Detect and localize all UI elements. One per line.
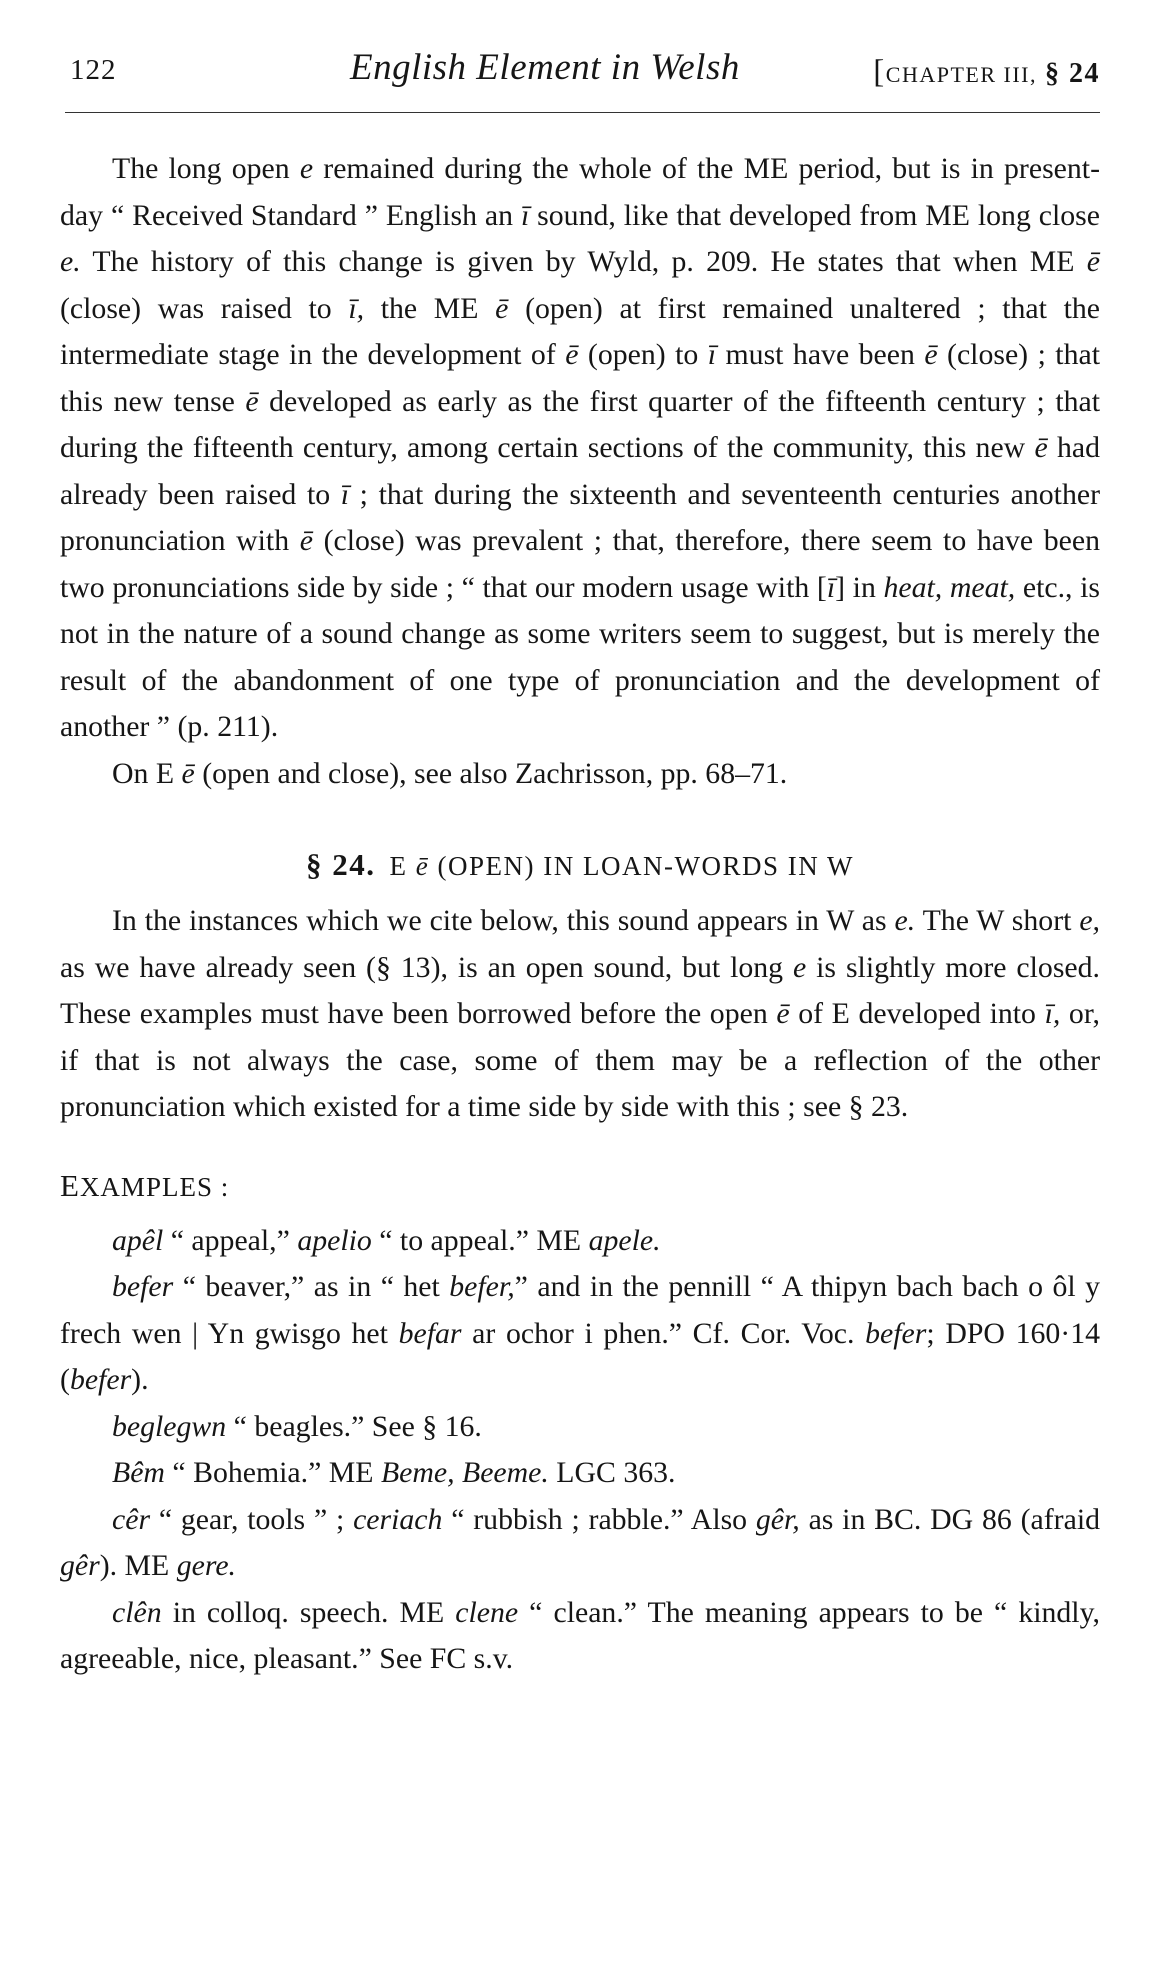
example-term: befer (112, 1270, 174, 1303)
chapter-bracket: [ (873, 54, 886, 90)
example-term: clene (455, 1595, 519, 1629)
chapter-label: CHAPTER III, (885, 62, 1037, 87)
example-term: ceriach (353, 1502, 443, 1536)
example-text: in colloq. speech. ME (161, 1595, 456, 1629)
example-text: LGC 363. (548, 1456, 676, 1489)
example-term: apelio (297, 1223, 372, 1257)
examples-list (60, 1218, 1100, 1683)
example-text: ). (131, 1363, 149, 1396)
example-text: “ Bohemia.” ME (164, 1456, 381, 1489)
example-term: befer (865, 1316, 927, 1350)
example-term: Beme, Beeme. (380, 1456, 549, 1489)
header-rule (65, 112, 1100, 113)
example-entry (60, 1264, 1100, 1404)
example-entry (60, 1218, 1100, 1265)
example-term: apêl (112, 1223, 164, 1257)
book-page (60, 0, 1100, 1683)
example-text: “ beaver,” as in “ het (173, 1270, 450, 1303)
example-term: befar (398, 1316, 462, 1350)
example-term: apele. (588, 1223, 661, 1257)
example-text: as in BC. DG 86 (afraid (799, 1502, 1100, 1536)
example-entry (60, 1404, 1100, 1451)
example-text: ar ochor i phen.” Cf. Cor. Voc. (461, 1316, 866, 1350)
example-term: beglegwn (112, 1409, 227, 1443)
example-text: “ appeal,” (163, 1223, 298, 1257)
chapter-reference (873, 54, 1100, 91)
example-text: “ clean.” The meaning appears to be “ kindly, agreeable, nice, pleasant.” See FC s.v. (60, 1595, 1100, 1675)
example-text: “ to appeal.” ME (371, 1223, 589, 1257)
section-mark: § 24. (306, 847, 376, 882)
paragraph-zachrisson: On E ē (open and close), see also Zachrisson, pp. 68–71. (112, 756, 788, 790)
running-title: English Element in Welsh (350, 47, 740, 88)
section-text (60, 898, 1100, 1131)
example-term: Bêm (112, 1456, 165, 1489)
examples-heading: EXAMPLES : (60, 1167, 230, 1203)
paragraph-long-open-e: The long open e remained during the whole of the ME period, but is in present-day “ Received Standard ” English an ī sound, like that developed from ME long close e. The history of this change is given by Wyld, p. 209. He states that when ME ē (close) was raised to ī, the ME ē (open) at first remained unaltered ; that the intermediate stage in the development of ē (open) to ī must have been ē (close) ; that this new tense ē developed as early as the first quarter of the fifteenth century ; that during the fifteenth century, among certain sections of the community, this new ē had already been raised to ī ; that during the sixteenth and seventeenth centuries another pronunciation with ē (close) was prevalent ; that, therefore, there seem to have been two pronunciations side by side ; “ that our modern usage with [ī] in heat, meat, etc., is not in the nature of a sound change as some writers seem to suggest, but is merely the result of the abandonment of one type of pronunciation and the development of another ” (p. 211). (60, 152, 1101, 743)
example-entry (60, 1450, 1100, 1497)
example-term: gêr (60, 1549, 100, 1582)
example-entry (60, 1497, 1100, 1590)
main-text (60, 146, 1100, 797)
example-text: “ beagles.” See § 16. (226, 1409, 482, 1443)
example-term: befer, (449, 1270, 515, 1303)
example-text: ). ME (99, 1549, 177, 1582)
example-term: befer (69, 1363, 132, 1396)
example-text: “ gear, tools ” ; (150, 1502, 354, 1536)
running-header (60, 46, 1100, 126)
section-heading: § 24. E ē (OPEN) IN LOAN-WORDS IN W (306, 847, 854, 882)
header-section-mark: § 24 (1045, 58, 1100, 89)
example-term: gere. (176, 1549, 236, 1582)
example-entry (60, 1590, 1100, 1683)
example-term: cêr (112, 1502, 151, 1536)
page-number: 122 (70, 54, 117, 86)
example-term: clên (112, 1595, 162, 1629)
paragraph-loan-words: In the instances which we cite below, this sound appears in W as e. The W short e, as we have already seen (§ 13), is an open sound, but long e is slightly more closed. These examples must have been borrowed before the open ē of E developed into ī, or, if that is not always the case, some of them may be a reflection of the other pronunciation which existed for a time side by side with this ; see § 23. (60, 904, 1101, 1123)
example-text: ” and in the pennill “ A thipyn bach bach o ôl y frech wen | Yn gwisgo het (60, 1270, 1100, 1350)
example-term: gêr, (755, 1502, 800, 1536)
example-text: “ rubbish ; rabble.” Also (442, 1502, 756, 1536)
example-text: ; DPO 160·14 ( (60, 1316, 1101, 1396)
